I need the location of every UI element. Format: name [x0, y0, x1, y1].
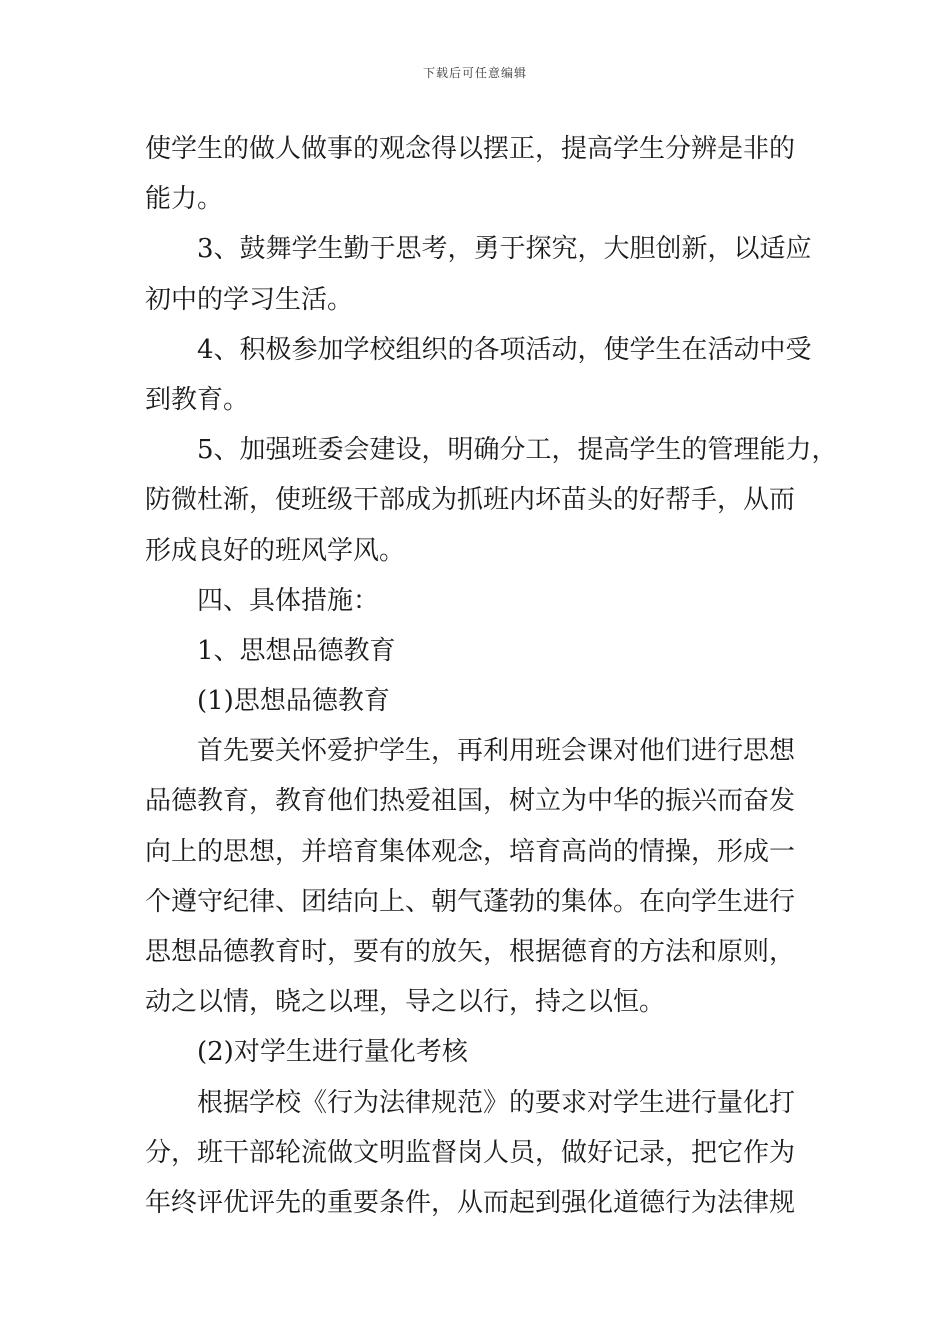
subsection-heading: 1、思想品德教育 — [197, 635, 396, 666]
text-line: 分，班干部轮流做文明监督岗人员，做好记录，把它作为 — [145, 1137, 796, 1168]
text-line: 年终评优评先的重要条件，从而起到强化道德行为法律规 — [145, 1187, 796, 1218]
text-line: 动之以情，晓之以理，导之以行，持之以恒。 — [145, 987, 666, 1018]
text-line: 初中的学习生活。 — [145, 284, 354, 315]
text-line: 5、加强班委会建设，明确分工，提高学生的管理能力， — [197, 435, 838, 466]
text-line: 根据学校《行为法律规范》的要求对学生进行量化打 — [197, 1087, 796, 1118]
subsection-heading: (1)思想品德教育 — [197, 686, 390, 717]
page-header: 下载后可任意编辑 — [422, 66, 527, 80]
text-line: 到教育。 — [145, 384, 250, 415]
section-heading: 四、具体措施： — [197, 585, 380, 616]
text-line: 3、鼓舞学生勤于思考，勇于探究，大胆创新，以适应 — [197, 234, 812, 265]
text-line: 个遵守纪律、团结向上、朝气蓬勃的集体。在向学生进行 — [145, 886, 796, 917]
text-line: 向上的思想，并培育集体观念，培育高尚的情操，形成一 — [145, 836, 796, 867]
text-line: 能力。 — [145, 184, 224, 215]
text-line: 形成良好的班风学风。 — [145, 535, 406, 566]
text-line: 首先要关怀爱护学生，再利用班会课对他们进行思想 — [197, 736, 796, 767]
text-line: 防微杜渐，使班级干部成为抓班内坏苗头的好帮手，从而 — [145, 485, 796, 516]
text-line: 4、积极参加学校组织的各项活动，使学生在活动中受 — [197, 334, 812, 365]
subsection-heading: (2)对学生进行量化考核 — [197, 1037, 468, 1068]
text-line: 使学生的做人做事的观念得以摆正，提高学生分辨是非的 — [145, 134, 796, 164]
text-line: 品德教育，教育他们热爱祖国，树立为中华的振兴而奋发 — [145, 786, 796, 817]
document-body — [145, 124, 838, 1228]
text-line: 思想品德教育时，要有的放矢，根据德育的方法和原则， — [145, 937, 796, 967]
